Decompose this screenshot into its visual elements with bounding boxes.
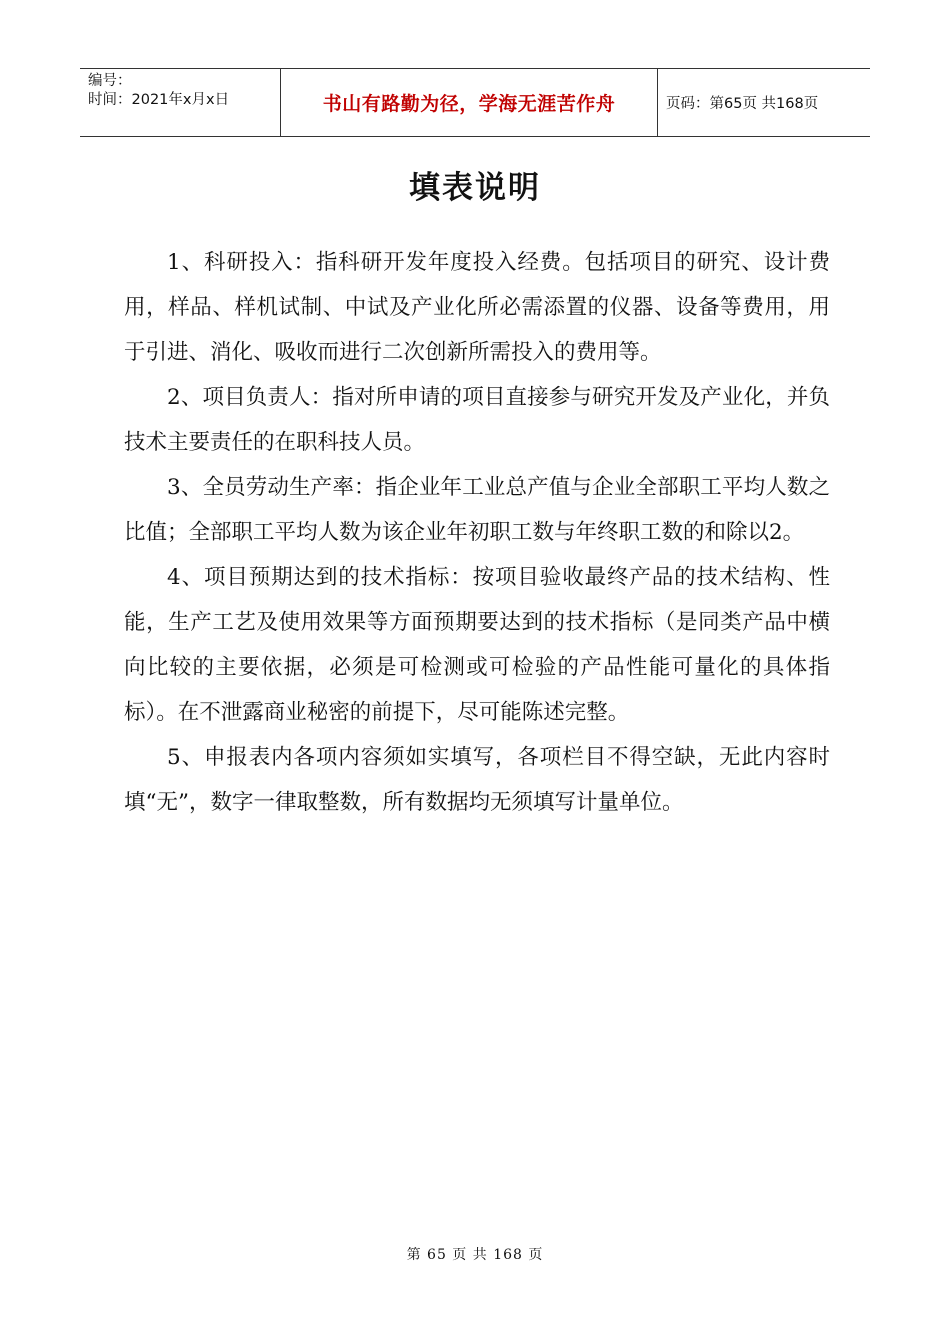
- instruction-paragraph-4: 4、项目预期达到的技术指标：按项目验收最终产品的技术结构、性能，生产工艺及使用效果等方面预期要达到的技术指标（是同类产品中横向比较的主要依据，必须是可检测或可检验的产品性能可量化的具体指标）。在不泄露商业秘密的前提下，尽可能陈述完整。: [124, 565, 830, 725]
- instruction-paragraph-2: 2、项目负责人：指对所申请的项目直接参与研究开发及产业化，并负技术主要责任的在职科技人员。: [124, 385, 830, 455]
- page-footer: 第 65 页 共 168 页: [406, 1247, 544, 1263]
- instruction-paragraph-5: 5、申报表内各项内容须如实填写，各项栏目不得空缺，无此内容时填“无”，数字一律取整数，所有数据均无须填写计量单位。: [124, 745, 830, 815]
- instruction-paragraph-3: 3、全员劳动生产率：指企业年工业总产值与企业全部职工平均人数之比值；全部职工平均人数为该企业年初职工数与年终职工数的和除以2。: [124, 475, 830, 545]
- header-number-label: 编号：: [88, 73, 132, 89]
- page-title: 填表说明: [409, 170, 541, 206]
- page-header: [80, 68, 870, 137]
- header-date-label: 时间：2021年x月x日: [88, 92, 230, 108]
- instructions-body: [124, 240, 830, 825]
- header-meta: [80, 69, 280, 136]
- instruction-paragraph-1: 1、科研投入：指科研开发年度投入经费。包括项目的研究、设计费用，样品、样机试制、中试及产业化所必需添置的仪器、设备等费用，用于引进、消化、吸收而进行二次创新所需投入的费用等。: [124, 250, 830, 365]
- header-motto: 书山有路勤为径，学海无涯苦作舟: [280, 69, 658, 136]
- header-page-info: 页码：第65页 共168页: [666, 96, 819, 112]
